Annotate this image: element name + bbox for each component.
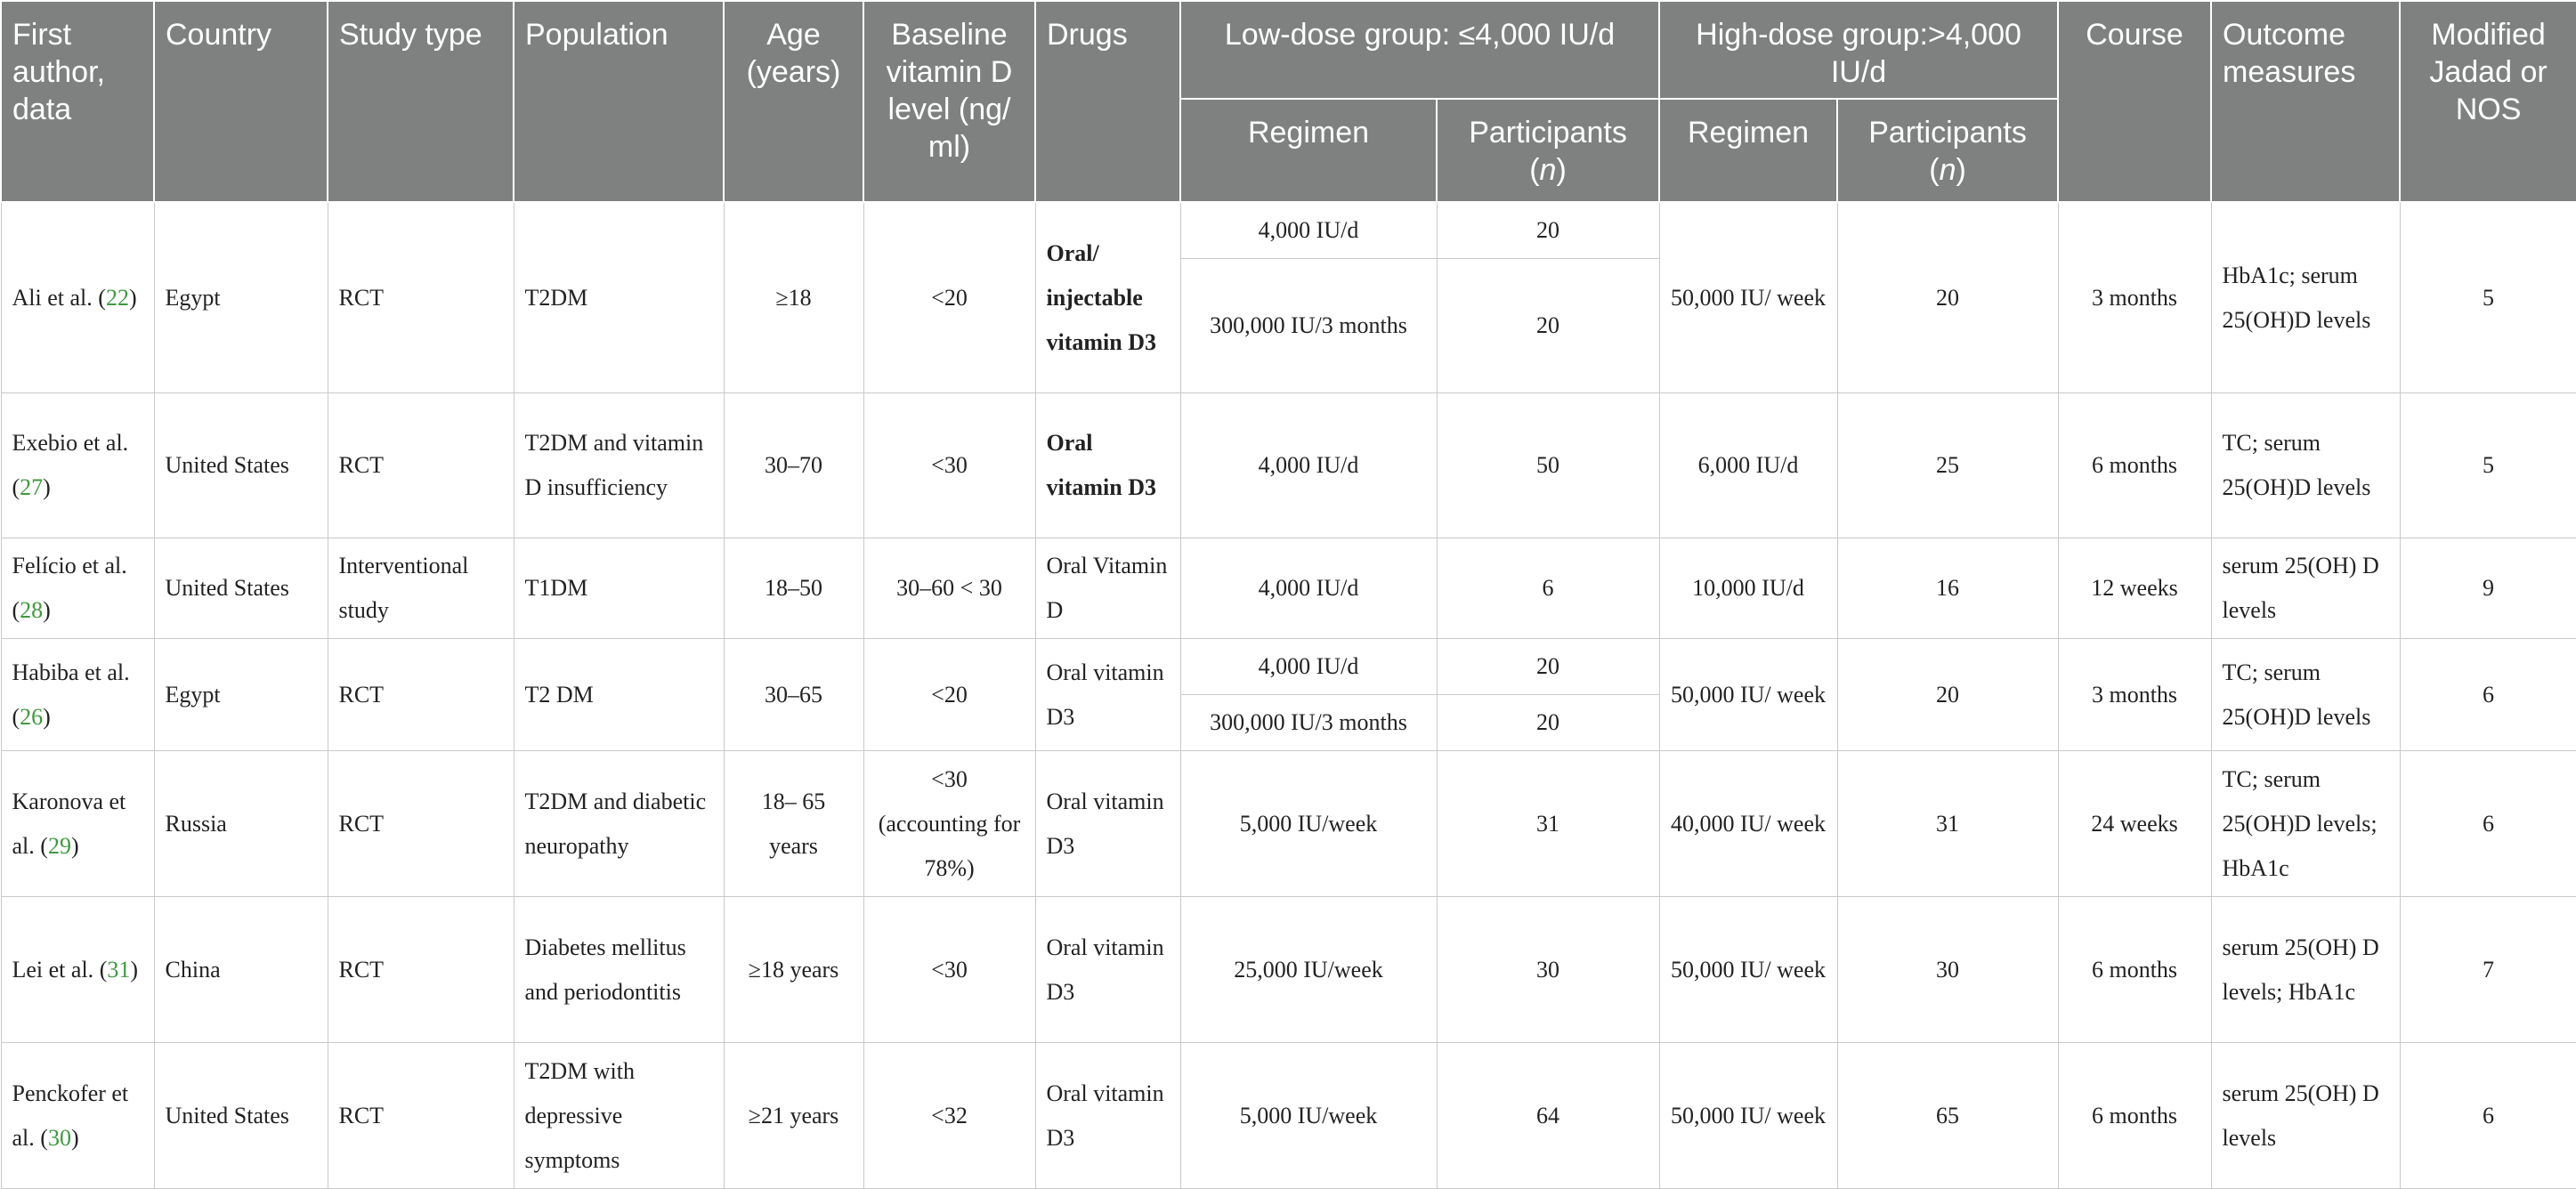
cell-score: 7 bbox=[2400, 897, 2576, 1043]
cell-country: United States bbox=[154, 1043, 328, 1189]
cell-age: ≥21 years bbox=[724, 1043, 863, 1189]
header-high-regimen: Regimen bbox=[1659, 99, 1837, 202]
cell-age: 30–70 bbox=[724, 393, 863, 538]
header-high-dose-group: High-dose group:>4,000 IU/d bbox=[1659, 1, 2058, 99]
cell-country: United States bbox=[154, 393, 328, 538]
cell-low-regimen: 5,000 IU/week bbox=[1180, 1043, 1437, 1189]
cell-age: 18–50 bbox=[724, 538, 863, 639]
header-country: Country bbox=[154, 1, 328, 202]
header-outcome: Outcome measures bbox=[2211, 1, 2400, 202]
cell-low-participants: 20 bbox=[1437, 639, 1659, 695]
cell-score: 5 bbox=[2400, 202, 2576, 393]
cell-drugs: Oral vitamin D3 bbox=[1035, 639, 1180, 751]
header-jadad: Modified Jadad or NOS bbox=[2400, 1, 2576, 202]
cell-low-regimen: 5,000 IU/week bbox=[1180, 751, 1437, 897]
cell-baseline: <32 bbox=[863, 1043, 1035, 1189]
cell-outcome: TC; serum 25(OH)D levels; HbA1c bbox=[2211, 751, 2400, 897]
cell-population: T1DM bbox=[514, 538, 724, 639]
cell-course: 12 weeks bbox=[2058, 538, 2211, 639]
cell-low-regimen: 300,000 IU/3 months bbox=[1180, 259, 1437, 393]
cell-score: 6 bbox=[2400, 1043, 2576, 1189]
reference-link[interactable]: 27 bbox=[20, 474, 44, 500]
cell-high-participants: 25 bbox=[1837, 393, 2058, 538]
header-baseline: Baseline vitamin D level (ng/ ml) bbox=[863, 1, 1035, 202]
header-drugs: Drugs bbox=[1035, 1, 1180, 202]
cell-low-regimen: 4,000 IU/d bbox=[1180, 538, 1437, 639]
cell-author: Karonova et al. (29) bbox=[1, 751, 154, 897]
cell-population: T2DM and diabetic neuropathy bbox=[514, 751, 724, 897]
cell-high-participants: 20 bbox=[1837, 202, 2058, 393]
cell-high-regimen: 50,000 IU/ week bbox=[1659, 202, 1837, 393]
reference-link[interactable]: 29 bbox=[47, 832, 71, 859]
header-low-dose-group: Low-dose group: ≤4,000 IU/d bbox=[1180, 1, 1659, 99]
cell-age: 18– 65 years bbox=[724, 751, 863, 897]
cell-high-participants: 16 bbox=[1837, 538, 2058, 639]
cell-outcome: TC; serum 25(OH)D levels bbox=[2211, 393, 2400, 538]
cell-outcome: TC; serum 25(OH)D levels bbox=[2211, 639, 2400, 751]
cell-low-participants: 20 bbox=[1437, 202, 1659, 259]
cell-course: 6 months bbox=[2058, 897, 2211, 1043]
cell-age: ≥18 years bbox=[724, 897, 863, 1043]
cell-study-type: RCT bbox=[328, 202, 514, 393]
table-row bbox=[1, 897, 2576, 1043]
cell-author: Penckofer et al. (30) bbox=[1, 1043, 154, 1189]
cell-author: Exebio et al. (27) bbox=[1, 393, 154, 538]
cell-course: 24 weeks bbox=[2058, 751, 2211, 897]
cell-drugs: Oral vitamin D3 bbox=[1035, 393, 1180, 538]
cell-score: 5 bbox=[2400, 393, 2576, 538]
cell-study-type: RCT bbox=[328, 393, 514, 538]
cell-baseline: <20 bbox=[863, 202, 1035, 393]
table-row bbox=[1, 639, 2576, 695]
cell-country: Egypt bbox=[154, 639, 328, 751]
cell-low-regimen: 4,000 IU/d bbox=[1180, 202, 1437, 259]
table-row bbox=[1, 393, 2576, 538]
reference-link[interactable]: 31 bbox=[107, 956, 131, 983]
cell-low-regimen: 4,000 IU/d bbox=[1180, 393, 1437, 538]
cell-score: 6 bbox=[2400, 751, 2576, 897]
cell-high-participants: 31 bbox=[1837, 751, 2058, 897]
cell-study-type: RCT bbox=[328, 1043, 514, 1189]
header-low-regimen: Regimen bbox=[1180, 99, 1437, 202]
header-high-participants: Participants (n) bbox=[1837, 99, 2058, 202]
cell-country: Egypt bbox=[154, 202, 328, 393]
cell-low-participants: 64 bbox=[1437, 1043, 1659, 1189]
reference-link[interactable]: 28 bbox=[20, 597, 44, 623]
cell-low-participants: 50 bbox=[1437, 393, 1659, 538]
cell-study-type: RCT bbox=[328, 751, 514, 897]
cell-high-participants: 20 bbox=[1837, 639, 2058, 751]
table-row bbox=[1, 538, 2576, 639]
cell-age: 30–65 bbox=[724, 639, 863, 751]
cell-drugs: Oral Vitamin D bbox=[1035, 538, 1180, 639]
cell-score: 6 bbox=[2400, 639, 2576, 751]
cell-study-type: Interventional study bbox=[328, 538, 514, 639]
cell-course: 6 months bbox=[2058, 1043, 2211, 1189]
cell-low-regimen: 300,000 IU/3 months bbox=[1180, 695, 1437, 751]
cell-author: Felício et al. (28) bbox=[1, 538, 154, 639]
cell-study-type: RCT bbox=[328, 639, 514, 751]
cell-outcome: serum 25(OH) D levels bbox=[2211, 538, 2400, 639]
cell-low-participants: 31 bbox=[1437, 751, 1659, 897]
cell-outcome: HbA1c; serum 25(OH)D levels bbox=[2211, 202, 2400, 393]
reference-link[interactable]: 22 bbox=[105, 284, 129, 311]
header-population: Population bbox=[514, 1, 724, 202]
cell-country: Russia bbox=[154, 751, 328, 897]
header-course: Course bbox=[2058, 1, 2211, 202]
cell-country: China bbox=[154, 897, 328, 1043]
cell-baseline: 30–60 < 30 bbox=[863, 538, 1035, 639]
cell-baseline: <30 bbox=[863, 897, 1035, 1043]
cell-high-regimen: 50,000 IU/ week bbox=[1659, 1043, 1837, 1189]
cell-low-participants: 30 bbox=[1437, 897, 1659, 1043]
cell-baseline: <20 bbox=[863, 639, 1035, 751]
table-row bbox=[1, 202, 2576, 259]
cell-high-regimen: 50,000 IU/ week bbox=[1659, 897, 1837, 1043]
cell-baseline: <30 (accounting for 78%) bbox=[863, 751, 1035, 897]
cell-outcome: serum 25(OH) D levels bbox=[2211, 1043, 2400, 1189]
cell-author: Lei et al. (31) bbox=[1, 897, 154, 1043]
cell-high-regimen: 10,000 IU/d bbox=[1659, 538, 1837, 639]
cell-high-regimen: 6,000 IU/d bbox=[1659, 393, 1837, 538]
reference-link[interactable]: 30 bbox=[47, 1124, 71, 1151]
cell-baseline: <30 bbox=[863, 393, 1035, 538]
cell-population: T2DM bbox=[514, 202, 724, 393]
cell-study-type: RCT bbox=[328, 897, 514, 1043]
cell-country: United States bbox=[154, 538, 328, 639]
cell-age: ≥18 bbox=[724, 202, 863, 393]
cell-population: T2DM with depressive symptoms bbox=[514, 1043, 724, 1189]
header-first-author: First author, data bbox=[1, 1, 154, 202]
cell-course: 3 months bbox=[2058, 202, 2211, 393]
cell-author: Ali et al. (22) bbox=[1, 202, 154, 393]
cell-high-regimen: 40,000 IU/ week bbox=[1659, 751, 1837, 897]
cell-high-participants: 65 bbox=[1837, 1043, 2058, 1189]
header-low-participants: Participants (n) bbox=[1437, 99, 1659, 202]
cell-high-regimen: 50,000 IU/ week bbox=[1659, 639, 1837, 751]
cell-low-regimen: 25,000 IU/week bbox=[1180, 897, 1437, 1043]
cell-outcome: serum 25(OH) D levels; HbA1c bbox=[2211, 897, 2400, 1043]
cell-author: Habiba et al. (26) bbox=[1, 639, 154, 751]
cell-score: 9 bbox=[2400, 538, 2576, 639]
cell-drugs: Oral/ injectable vitamin D3 bbox=[1035, 202, 1180, 393]
cell-population: Diabetes mellitus and periodontitis bbox=[514, 897, 724, 1043]
cell-drugs: Oral vitamin D3 bbox=[1035, 1043, 1180, 1189]
cell-population: T2 DM bbox=[514, 639, 724, 751]
cell-course: 3 months bbox=[2058, 639, 2211, 751]
header-study-type: Study type bbox=[328, 1, 514, 202]
reference-link[interactable]: 26 bbox=[20, 703, 44, 730]
cell-low-participants: 20 bbox=[1437, 259, 1659, 393]
cell-low-regimen: 4,000 IU/d bbox=[1180, 639, 1437, 695]
cell-low-participants: 6 bbox=[1437, 538, 1659, 639]
cell-course: 6 months bbox=[2058, 393, 2211, 538]
cell-drugs: Oral vitamin D3 bbox=[1035, 751, 1180, 897]
cell-population: T2DM and vitamin D insufficiency bbox=[514, 393, 724, 538]
table-row bbox=[1, 1043, 2576, 1189]
cell-high-participants: 30 bbox=[1837, 897, 2058, 1043]
cell-low-participants: 20 bbox=[1437, 695, 1659, 751]
table-row bbox=[1, 751, 2576, 897]
cell-drugs: Oral vitamin D3 bbox=[1035, 897, 1180, 1043]
header-age: Age (years) bbox=[724, 1, 863, 202]
